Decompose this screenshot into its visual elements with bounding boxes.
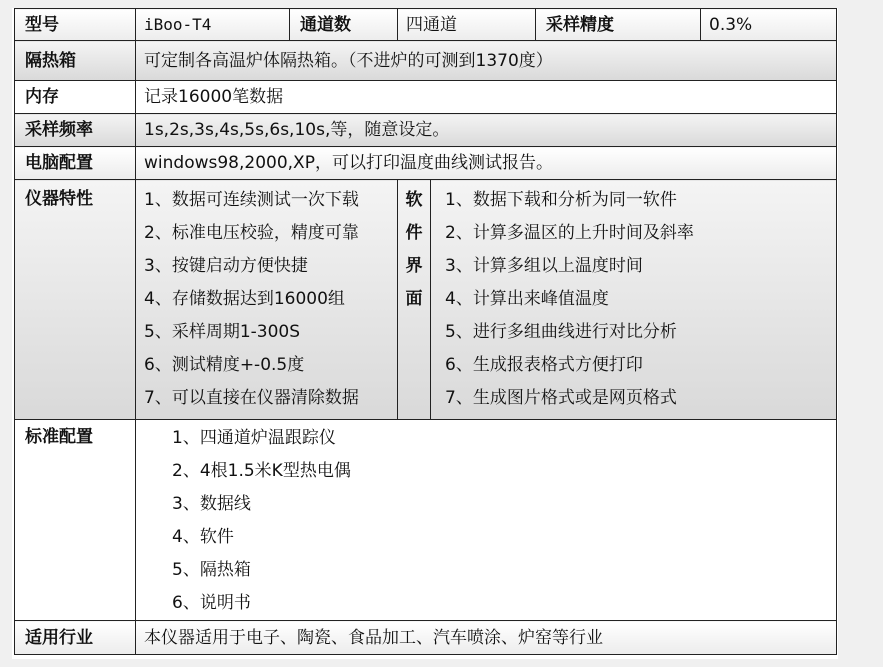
frequency-row <box>15 114 837 147</box>
software-feature-item: 2、计算多温区的上升时间及斜率 <box>445 223 694 243</box>
software-feature-item: 6、生成报表格式方便打印 <box>445 355 643 375</box>
frequency-value: 1s,2s,3s,4s,5s,6s,10s,等，随意设定。 <box>136 114 837 147</box>
software-features <box>431 180 837 420</box>
channels-label: 通道数 <box>290 9 398 41</box>
instrument-features <box>136 180 398 420</box>
software-feature-item: 3、计算多组以上温度时间 <box>445 256 643 276</box>
instrument-feature-item: 6、测试精度+-0.5度 <box>144 355 305 375</box>
channels-value: 四通道 <box>398 9 536 41</box>
standard-item: 1、四通道炉温跟踪仪 <box>172 428 336 448</box>
insulation-row <box>15 41 837 81</box>
memory-value: 记录16000笔数据 <box>136 81 837 114</box>
software-feature-item: 5、进行多组曲线进行对比分析 <box>445 322 677 342</box>
features-row <box>15 180 837 420</box>
spec-table <box>14 8 837 655</box>
standard-row <box>15 420 837 621</box>
industry-value: 本仪器适用于电子、陶瓷、食品加工、汽车喷涂、炉窑等行业 <box>136 621 837 655</box>
frequency-label: 采样频率 <box>15 114 136 147</box>
accuracy-value: 0.3% <box>701 9 837 41</box>
standard-items <box>136 420 837 621</box>
instrument-feature-item: 5、采样周期1-300S <box>144 322 301 342</box>
features-label: 仪器特性 <box>15 180 136 420</box>
software-feature-item: 1、数据下载和分析为同一软件 <box>445 190 677 210</box>
standard-item: 4、软件 <box>172 527 234 547</box>
standard-item: 2、4根1.5米K型热电偶 <box>172 461 351 481</box>
software-feature-item: 7、生成图片格式或是网页格式 <box>445 388 677 408</box>
spec-sheet <box>12 8 838 659</box>
standard-item: 3、数据线 <box>172 494 251 514</box>
instrument-feature-item: 3、按键启动方便快捷 <box>144 256 308 276</box>
model-value: iBoo-T4 <box>136 9 290 41</box>
standard-label: 标准配置 <box>15 420 136 621</box>
instrument-feature-item: 4、存储数据达到16000组 <box>144 289 345 309</box>
instrument-feature-item: 2、标准电压校验，精度可靠 <box>144 223 359 243</box>
standard-item: 6、说明书 <box>172 593 251 613</box>
insulation-value: 可定制各高温炉体隔热箱。（不进炉的可测到1370度） <box>136 41 837 81</box>
memory-row <box>15 81 837 114</box>
industry-label: 适用行业 <box>15 621 136 655</box>
model-label: 型号 <box>15 9 136 41</box>
instrument-feature-item: 1、数据可连续测试一次下载 <box>144 190 359 210</box>
industry-row <box>15 621 837 655</box>
software-label: 软 件 界 面 <box>398 180 431 420</box>
software-feature-item: 4、计算出来峰值温度 <box>445 289 609 309</box>
accuracy-label: 采样精度 <box>536 9 701 41</box>
pc-row <box>15 147 837 180</box>
instrument-feature-item: 7、可以直接在仪器清除数据 <box>144 388 359 408</box>
pc-label: 电脑配置 <box>15 147 136 180</box>
pc-value: windows98,2000,XP，可以打印温度曲线测试报告。 <box>136 147 837 180</box>
standard-item: 5、隔热箱 <box>172 560 251 580</box>
insulation-label: 隔热箱 <box>15 41 136 81</box>
header-row <box>15 9 837 41</box>
memory-label: 内存 <box>15 81 136 114</box>
